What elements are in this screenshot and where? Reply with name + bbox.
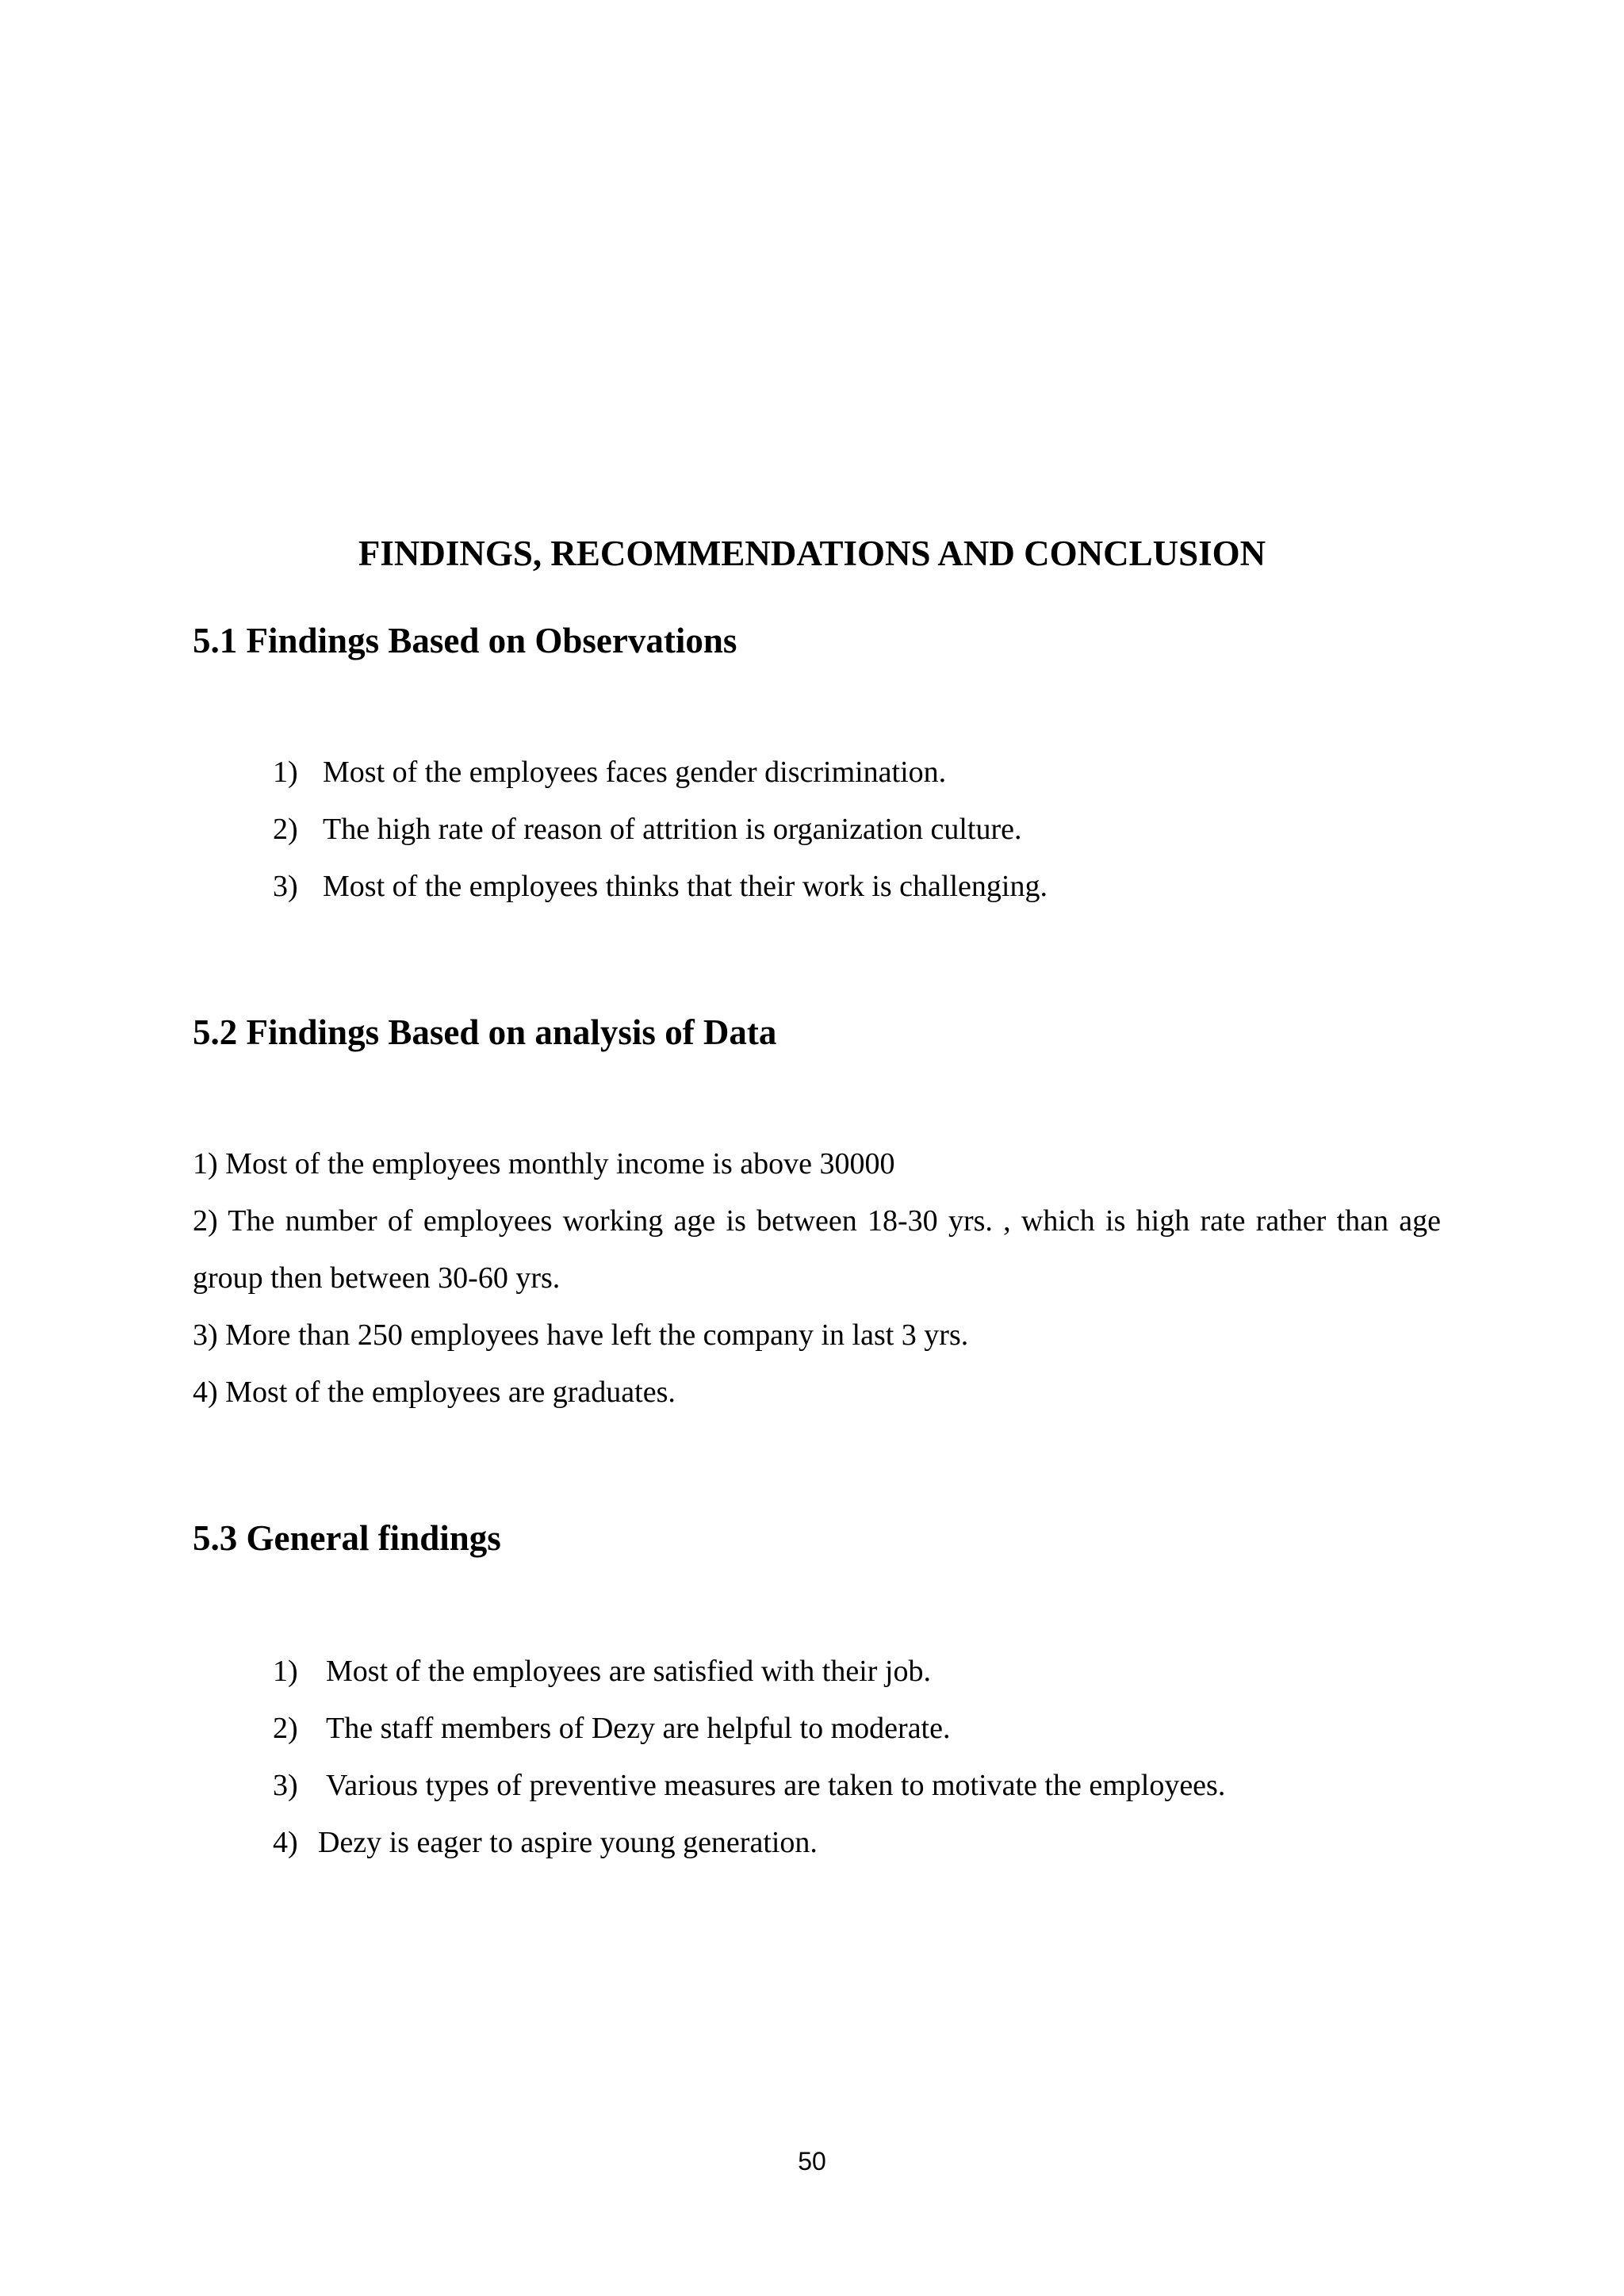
list-item-number: 3) (273, 870, 298, 903)
finding-paragraph: 2) The number of employees working age is between 18-30 yrs. , which is high rate rather than age group then between 30-60 yrs. (193, 1204, 1441, 1295)
list-item-number: 1) (273, 1655, 298, 1688)
list-item-text: The high rate of reason of attrition is organization culture. (323, 813, 1022, 846)
list-item-text: Most of the employees faces gender discrimination. (323, 756, 947, 789)
section-heading-5-3: 5.3 General findings (193, 1518, 501, 1558)
finding-paragraph: 4) Most of the employees are graduates. (193, 1376, 676, 1409)
data-analysis-findings (193, 1135, 1441, 1421)
list-item-number: 2) (273, 1712, 298, 1745)
page-number: 50 (798, 2147, 826, 2175)
finding-paragraph: 3) More than 250 employees have left the company in last 3 yrs. (193, 1318, 969, 1352)
finding-paragraph: 1) Most of the employees monthly income is above 30000 (193, 1147, 895, 1181)
section-heading-5-2: 5.2 Findings Based on analysis of Data (193, 1012, 777, 1052)
list-item-text: Most of the employees thinks that their work is challenging. (323, 870, 1048, 903)
list-item-number: 3) (273, 1769, 298, 1802)
list-item-text: Dezy is eager to aspire young generation. (318, 1826, 818, 1859)
section-heading-5-1: 5.1 Findings Based on Observations (193, 621, 737, 660)
page-title: FINDINGS, RECOMMENDATIONS AND CONCLUSION (358, 534, 1266, 573)
list-item-number: 1) (273, 756, 298, 789)
list-item-text: Most of the employees are satisfied with their job. (326, 1655, 931, 1688)
list-item-text: The staff members of Dezy are helpful to moderate. (326, 1712, 951, 1745)
list-item-number: 4) (273, 1826, 298, 1859)
list-item-number: 2) (273, 813, 298, 846)
list-item-text: Various types of preventive measures are taken to motivate the employees. (326, 1769, 1226, 1802)
